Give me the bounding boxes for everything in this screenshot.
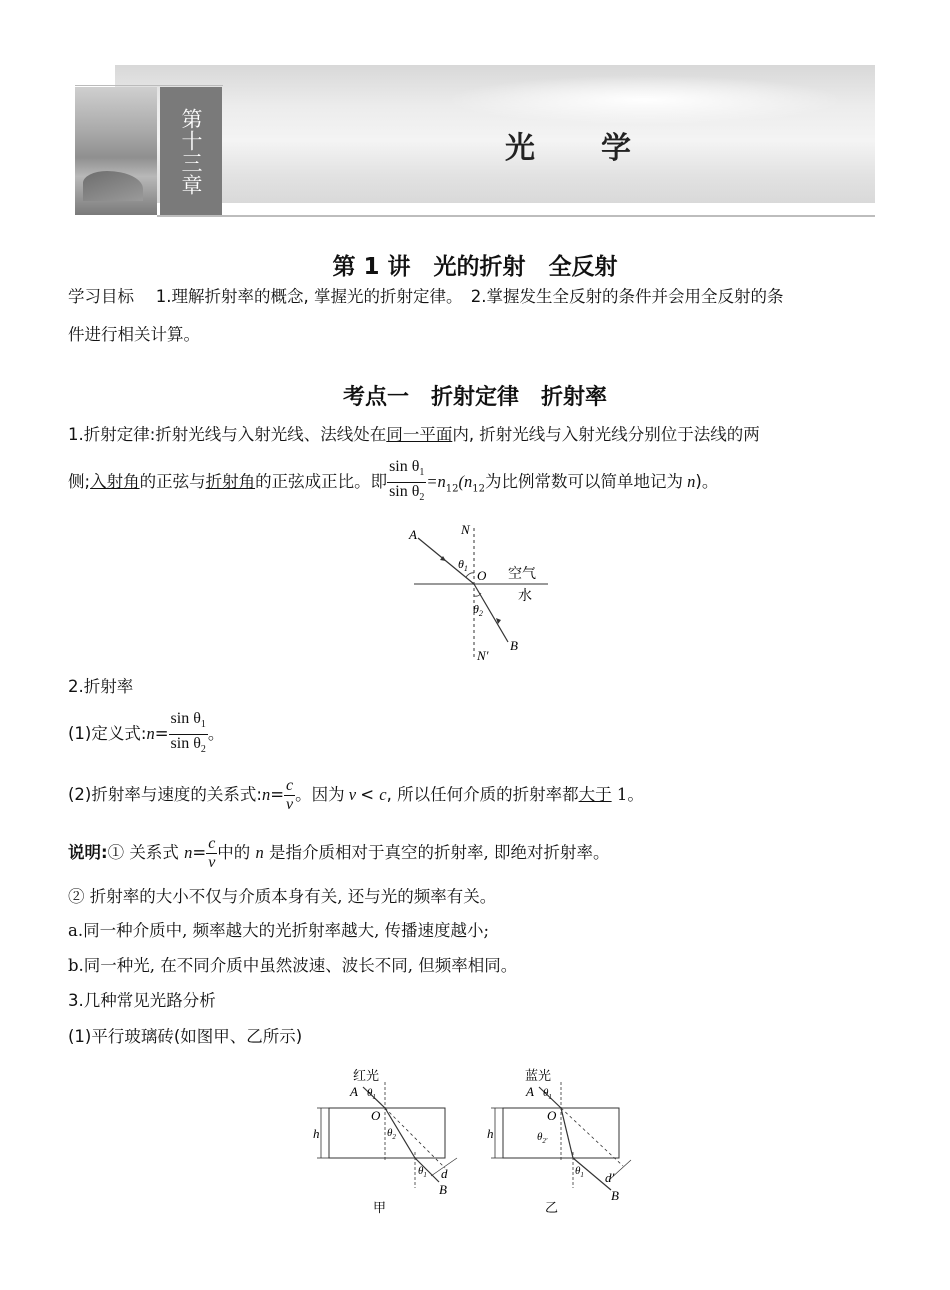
law2-text-b: 的正弦与 xyxy=(139,472,206,492)
definition-fraction xyxy=(169,710,208,759)
speed-rest: , 所以任何介质的折射率都 xyxy=(386,785,579,804)
label-red-light: 红光 xyxy=(353,1068,380,1083)
label-d-left: d xyxy=(441,1166,448,1181)
speed-n: n xyxy=(261,785,271,804)
law2-underline-incident-angle: 入射角 xyxy=(90,472,140,492)
definition-label: (1)定义式: xyxy=(68,724,147,744)
refraction-law-line1 xyxy=(68,424,898,446)
angle-arc-1 xyxy=(466,573,474,577)
label-N: N xyxy=(461,522,470,537)
speed-v: v xyxy=(344,785,361,804)
theta1-text: θ xyxy=(458,557,464,571)
label-O-left: O xyxy=(371,1108,381,1123)
label-O: O xyxy=(477,568,487,583)
theta2p-right-text: θ xyxy=(537,1131,543,1143)
label-water: 水 xyxy=(518,589,532,604)
theta1-left-bottom-text: θ xyxy=(418,1165,424,1177)
theta2-left-sub: 2 xyxy=(392,1133,396,1141)
note-line-1 xyxy=(68,830,898,876)
theta1-left-sub: 1 xyxy=(372,1093,376,1101)
theta1-left-bottom xyxy=(418,1165,427,1179)
lesson-title: 第 1 讲 光的折射 全反射 xyxy=(332,254,618,280)
note-eq: = xyxy=(192,843,207,862)
definition-line xyxy=(68,710,898,759)
speed-label: (2)折射率与速度的关系式: xyxy=(68,785,262,804)
diagram-yi xyxy=(487,1068,631,1215)
note-text-c: 是指介质相对于真空的折射率, 即绝对折射率。 xyxy=(263,843,610,862)
note-line-b: b.同一种光, 在不同介质中虽然波速、波长不同, 但频率相同。 xyxy=(68,956,518,975)
section-title-1: 考点一 折射定律 折射率 xyxy=(342,385,607,410)
theta1-right-bottom xyxy=(575,1165,584,1179)
theta2-text: θ xyxy=(473,602,479,616)
note-frac-v: v xyxy=(208,854,216,871)
speed-mid: 。因为 xyxy=(295,785,345,804)
theta1-sub: 1 xyxy=(463,564,468,573)
law2-text-e: 为比例常数可以简单地记为 xyxy=(485,472,684,492)
note-text-a: ① 关系式 xyxy=(107,843,185,862)
banner-divider xyxy=(75,85,223,86)
label-A: A xyxy=(409,527,417,542)
note-text-b: 中的 xyxy=(217,843,256,862)
label-h-left: h xyxy=(313,1126,320,1141)
note-n2: n xyxy=(255,843,264,862)
def-frac-num-sub: 1 xyxy=(200,719,206,731)
label-A-right: A xyxy=(526,1084,534,1099)
label-blue-light: 蓝光 xyxy=(525,1068,552,1083)
law-text-a: 1.折射定律:折射光线与入射光线、法线处在 xyxy=(68,425,387,444)
diagram-jia xyxy=(313,1068,457,1215)
law2-n: n xyxy=(683,472,696,492)
note-fraction xyxy=(206,835,217,872)
label-h-right: h xyxy=(487,1126,494,1141)
frac-den: sin θ xyxy=(389,483,420,501)
inside-right xyxy=(561,1108,573,1158)
law2-underline-refraction-angle: 折射角 xyxy=(205,472,256,492)
chapter-title: 光 学 xyxy=(505,131,649,166)
theta1-left-text: θ xyxy=(367,1087,373,1099)
note-line-a: a.同一种介质中, 频率越大的光折射率越大, 传播速度越小; xyxy=(68,921,490,940)
refractive-index-heading: 2.折射率 xyxy=(68,677,134,696)
chapter-label: 第十三章 xyxy=(179,108,203,196)
note-label: 说明: xyxy=(68,843,108,862)
speed-relation-line xyxy=(68,772,898,818)
theta1-left-bottom-sub: 1 xyxy=(423,1171,427,1179)
law-text-b: 内, 折射光线与入射光线分别位于法线的两 xyxy=(452,425,760,444)
label-dprime-right: d′ xyxy=(605,1170,615,1185)
caption-yi: 乙 xyxy=(545,1200,559,1215)
note-frac-c: c xyxy=(208,835,216,852)
theta2-left xyxy=(387,1127,396,1141)
definition-n: n xyxy=(146,724,155,744)
law2-sub12: 12 xyxy=(445,483,459,495)
label-B-right: B xyxy=(611,1188,619,1203)
objectives xyxy=(68,286,898,308)
theta2-sub: 2 xyxy=(478,609,483,618)
objectives-label: 学习目标 xyxy=(68,287,134,306)
speed-underline-greater: 大于 xyxy=(578,785,612,804)
theta1-right-text: θ xyxy=(543,1087,549,1099)
label-B-left: B xyxy=(439,1182,447,1197)
def-frac-num: sin θ xyxy=(170,710,201,727)
section3-sub1: (1)平行玻璃砖(如图甲、乙所示) xyxy=(68,1027,303,1046)
theta1-right xyxy=(543,1087,552,1101)
definition-eq: = xyxy=(154,724,169,744)
objectives-text-2: 件进行相关计算。 xyxy=(68,325,200,344)
frac-den-sub: 2 xyxy=(419,492,425,504)
extension-right xyxy=(561,1108,623,1166)
theta1-right-bottom-sub: 1 xyxy=(580,1171,584,1179)
banner-bottom-line xyxy=(157,215,875,217)
def-frac-den-sub: 2 xyxy=(200,744,206,756)
speed-lt: < xyxy=(360,785,380,804)
theta1-right-bottom-text: θ xyxy=(575,1165,581,1177)
label-air: 空气 xyxy=(508,567,536,582)
caption-jia: 甲 xyxy=(373,1200,387,1215)
label-B: B xyxy=(510,638,518,653)
glass-slab-diagrams xyxy=(305,1062,655,1222)
frac-num: sin θ xyxy=(389,458,420,475)
speed-frac-c: c xyxy=(286,777,294,794)
theta2p-right xyxy=(537,1131,548,1145)
frac-num-sub: 1 xyxy=(419,467,425,479)
refraction-diagram xyxy=(400,520,560,665)
law2-text-f: )。 xyxy=(695,472,719,492)
sine-ratio-fraction xyxy=(387,458,426,507)
note-n: n xyxy=(184,843,193,862)
section3-heading: 3.几种常见光路分析 xyxy=(68,991,216,1010)
label-Nprime: N′ xyxy=(477,648,489,663)
theta1-left xyxy=(367,1087,376,1101)
objectives-text-1: 1.理解折射率的概念, 掌握光的折射定律。 2.掌握发生全反射的条件并会用全反射的条 xyxy=(155,287,784,306)
speed-end: 。 xyxy=(627,785,644,804)
law2-text-c: 的正弦成正比。即 xyxy=(255,472,388,492)
label-theta1 xyxy=(458,557,468,573)
label-A-left: A xyxy=(350,1084,358,1099)
banner-landscape-image xyxy=(75,87,157,215)
def-frac-den: sin θ xyxy=(170,735,201,753)
label-O-right: O xyxy=(547,1108,557,1123)
law2-text-d: (n xyxy=(458,472,473,492)
speed-c: c xyxy=(379,785,387,804)
theta1-right-sub: 1 xyxy=(548,1093,552,1101)
label-theta2 xyxy=(473,602,483,618)
law2-eq: =n xyxy=(426,472,446,492)
theta2p-right-sub: 2′ xyxy=(542,1137,548,1145)
chapter-label-box xyxy=(160,87,222,217)
chapter-banner xyxy=(75,65,875,217)
speed-eq: = xyxy=(270,785,285,804)
definition-end: 。 xyxy=(207,724,225,744)
speed-one: 1 xyxy=(611,785,628,804)
law2-sub12b: 12 xyxy=(472,483,486,495)
theta2-left-text: θ xyxy=(387,1127,393,1139)
speed-fraction xyxy=(284,777,295,814)
speed-frac-v: v xyxy=(286,796,294,813)
refraction-law-line2 xyxy=(68,458,898,512)
note-line-2: ② 折射率的大小不仅与介质本身有关, 还与光的频率有关。 xyxy=(68,887,497,906)
law2-text-a: 侧; xyxy=(68,472,91,492)
law-underline-same-plane: 同一平面 xyxy=(386,425,453,444)
banner-sky-image xyxy=(115,65,875,203)
